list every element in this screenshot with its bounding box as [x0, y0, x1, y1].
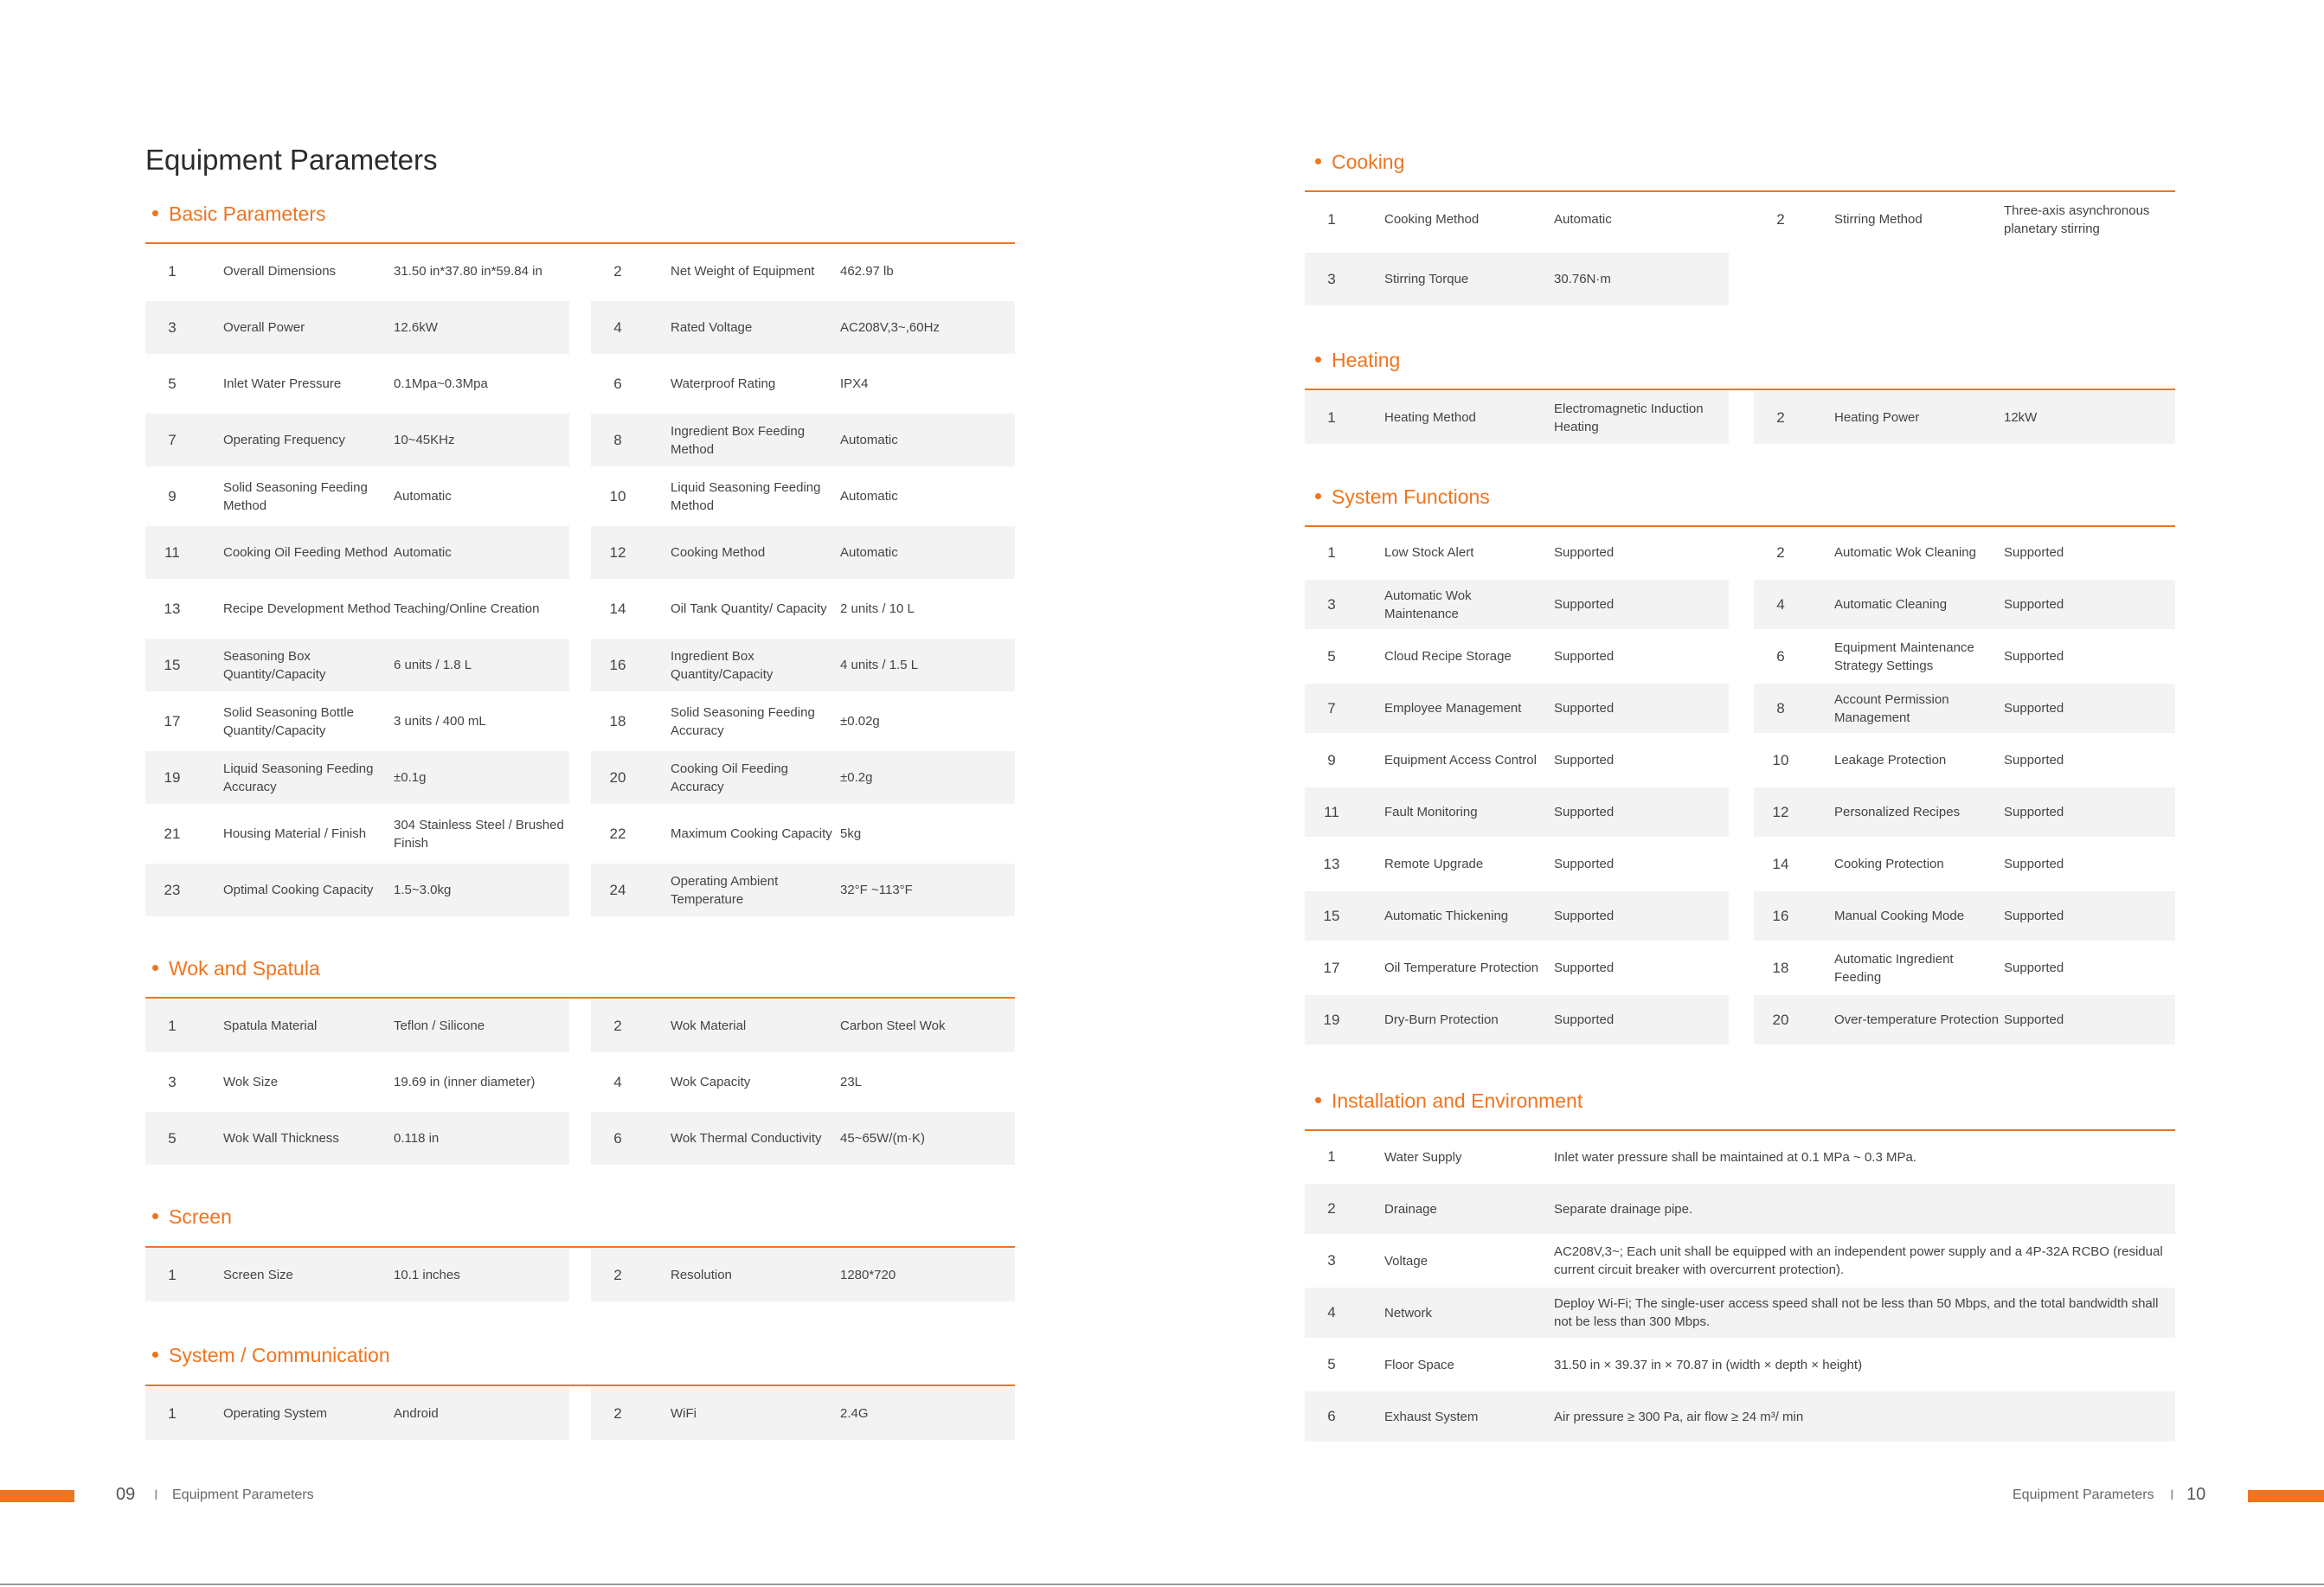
- item-number: 1: [1327, 210, 1336, 228]
- item-number: 4: [613, 1073, 622, 1090]
- bullet-icon: [152, 210, 158, 216]
- item-value: Automatic: [394, 545, 452, 560]
- item-label: Housing Material / Finish: [223, 826, 367, 841]
- section-title-system: System / Communication: [152, 1344, 390, 1367]
- item-number: 2: [613, 1017, 622, 1034]
- table-row: [1305, 736, 2175, 785]
- item-number: 14: [609, 600, 626, 617]
- item-number: 6: [613, 375, 622, 392]
- item-number: 10: [609, 487, 626, 504]
- item-value: Deploy Wi-Fi; The single-user access speed shall not be less than 50 Mbps, and the total bandwidth shall not be less than 300 Mbps.: [1554, 1296, 2159, 1329]
- item-number: 4: [1776, 595, 1785, 613]
- table-row: [1305, 580, 2175, 629]
- item-number: 2: [613, 1404, 622, 1422]
- item-number: 1: [168, 1017, 177, 1034]
- item-value: 10~45KHz: [394, 433, 455, 447]
- table-row: [1305, 528, 2175, 577]
- section-divider: [1305, 389, 2175, 390]
- item-label: Cooking Oil Feeding Method: [223, 545, 388, 560]
- item-label: Cooking Protection: [1834, 857, 1944, 871]
- system-functions-table: [1305, 528, 2175, 1051]
- table-row: [145, 245, 1015, 298]
- table-row: [1305, 787, 2175, 837]
- table-row: [1305, 1132, 2175, 1182]
- section-divider: [1305, 525, 2175, 527]
- item-value: Supported: [2004, 1012, 2064, 1027]
- item-label: Wok Size: [223, 1075, 279, 1089]
- table-row: [145, 864, 1015, 916]
- item-label: Personalized Recipes: [1834, 805, 1961, 819]
- item-value: 10.1 inches: [394, 1268, 460, 1282]
- item-label: Resolution: [671, 1268, 732, 1282]
- item-label: Floor Space: [1384, 1357, 1454, 1372]
- item-value: Supported: [2004, 961, 2064, 975]
- table-row: [145, 807, 1015, 860]
- item-label: Liquid Seasoning Feeding Accuracy: [223, 761, 374, 794]
- item-value: Supported: [1554, 753, 1615, 768]
- table-row: [145, 526, 1015, 579]
- item-value: 23L: [840, 1075, 863, 1089]
- bullet-icon: [1315, 493, 1321, 499]
- item-label: Waterproof Rating: [671, 376, 776, 391]
- item-label: Operating Frequency: [223, 433, 345, 447]
- footer-separator: I: [2170, 1487, 2174, 1503]
- item-label: Water Supply: [1384, 1149, 1462, 1165]
- installation-environment-table: [1305, 1132, 2175, 1442]
- item-number: 24: [609, 881, 626, 898]
- item-number: 18: [1772, 959, 1789, 976]
- table-row: [145, 639, 1015, 691]
- item-number: 7: [168, 431, 177, 448]
- item-number: 13: [1323, 855, 1340, 872]
- item-label: Network: [1384, 1305, 1433, 1320]
- item-number: 3: [1327, 1252, 1336, 1269]
- section-title-functions: System Functions: [1315, 485, 1490, 509]
- item-number: 16: [609, 656, 626, 673]
- item-value: 2 units / 10 L: [840, 601, 915, 616]
- item-number: 1: [168, 1266, 177, 1283]
- item-label: Solid Seasoning Bottle Quantity/Capacity: [223, 704, 354, 738]
- item-number: 10: [1772, 751, 1789, 768]
- item-number: 11: [1324, 803, 1339, 820]
- system-communication-table: [145, 1387, 1015, 1441]
- item-label: Heating Power: [1834, 410, 1920, 425]
- item-number: 6: [1776, 647, 1785, 665]
- item-value: ±0.02g: [840, 714, 880, 729]
- item-number: 19: [164, 768, 181, 786]
- item-number: 14: [1772, 855, 1789, 872]
- item-label: Cloud Recipe Storage: [1384, 649, 1512, 664]
- item-value: Separate drainage pipe.: [1554, 1201, 1693, 1217]
- table-row: [1305, 943, 2175, 993]
- item-number: 3: [1327, 595, 1336, 613]
- item-number: 19: [1323, 1011, 1340, 1028]
- item-number: 16: [1772, 907, 1789, 924]
- item-value: Supported: [1554, 545, 1615, 560]
- item-number: 17: [1323, 959, 1340, 976]
- footer-label: Equipment Parameters: [2013, 1487, 2154, 1502]
- item-value: 0.118 in: [394, 1131, 440, 1146]
- item-label: Leakage Protection: [1834, 753, 1947, 768]
- item-label: Ingredient Box Quantity/Capacity: [671, 648, 774, 682]
- item-label: Screen Size: [223, 1268, 293, 1282]
- section-title-heating: Heating: [1315, 349, 1400, 372]
- bullet-icon: [1315, 158, 1321, 164]
- item-number: 2: [1776, 408, 1785, 426]
- item-number: 20: [1772, 1011, 1789, 1028]
- item-number: 12: [609, 543, 626, 561]
- section-title-wok: Wok and Spatula: [152, 957, 320, 980]
- table-row: [145, 357, 1015, 410]
- section-divider: [145, 1385, 1015, 1386]
- item-number: 9: [168, 487, 177, 504]
- item-label: Exhaust System: [1384, 1409, 1479, 1424]
- item-number: 1: [168, 1404, 177, 1422]
- item-value: Supported: [1554, 1012, 1615, 1027]
- item-label: Employee Management: [1384, 701, 1522, 716]
- item-value: 1280*720: [840, 1268, 896, 1282]
- item-label: Liquid Seasoning Feeding Method: [671, 479, 821, 513]
- section-divider: [1305, 1129, 2175, 1131]
- page-number: 10: [2186, 1485, 2206, 1504]
- item-label: Remote Upgrade: [1384, 857, 1484, 871]
- item-label: Cooking Method: [1384, 212, 1480, 227]
- item-label: Cooking Oil Feeding Accuracy: [671, 761, 788, 794]
- table-row: [1305, 839, 2175, 889]
- item-value: Teflon / Silicone: [394, 1018, 485, 1033]
- item-label: Spatula Material: [223, 1018, 318, 1033]
- item-value: 6 units / 1.8 L: [394, 658, 472, 672]
- item-value: Supported: [1554, 961, 1615, 975]
- item-number: 8: [613, 431, 622, 448]
- table-row: [145, 751, 1015, 804]
- item-label: Wok Material: [671, 1018, 747, 1033]
- item-label: Operating Ambient Temperature: [671, 873, 779, 907]
- item-number: 4: [613, 318, 622, 336]
- item-value: Supported: [2004, 701, 2064, 716]
- item-value: 3 units / 400 mL: [394, 714, 486, 729]
- table-row: [1305, 1391, 2175, 1442]
- section-title-installation: Installation and Environment: [1315, 1089, 1583, 1113]
- item-label: Optimal Cooking Capacity: [223, 883, 374, 897]
- item-value: 0.1Mpa~0.3Mpa: [394, 376, 488, 391]
- item-value: 2.4G: [840, 1406, 869, 1421]
- right-page: [1162, 0, 2324, 1587]
- item-value: Inlet water pressure shall be maintained at 0.1 MPa ~ 0.3 MPa.: [1554, 1149, 1916, 1165]
- item-value: Supported: [2004, 597, 2064, 612]
- item-number: 2: [1776, 543, 1785, 561]
- item-value: Supported: [1554, 857, 1615, 871]
- item-value: Supported: [1554, 649, 1615, 664]
- item-label: Account Permission Management: [1834, 691, 1949, 725]
- item-number: 5: [1327, 647, 1336, 665]
- item-value: Three-axis asynchronous planetary stirring: [2004, 202, 2150, 236]
- item-label: Oil Temperature Protection: [1384, 961, 1539, 975]
- item-value: 19.69 in (inner diameter): [394, 1075, 536, 1089]
- item-value: Supported: [2004, 649, 2064, 664]
- item-number: 1: [1327, 543, 1336, 561]
- bullet-icon: [1315, 1097, 1321, 1103]
- item-label: Voltage: [1384, 1253, 1428, 1269]
- item-number: 9: [1327, 751, 1336, 768]
- item-label: Wok Wall Thickness: [223, 1131, 339, 1146]
- item-value: 31.50 in × 39.37 in × 70.87 in (width × depth × height): [1554, 1357, 1863, 1372]
- item-number: 20: [609, 768, 626, 786]
- table-row: [1305, 632, 2175, 681]
- item-label: Net Weight of Equipment: [671, 264, 815, 279]
- item-number: 8: [1776, 699, 1785, 716]
- item-value: 45~65W/(m·K): [840, 1131, 925, 1146]
- item-number: 13: [164, 600, 181, 617]
- table-row: [1305, 684, 2175, 733]
- item-label: Equipment Maintenance Strategy Settings: [1834, 639, 1974, 673]
- table-row: [145, 1056, 1015, 1108]
- item-label: Over-temperature Protection: [1834, 1012, 2000, 1027]
- table-row: [145, 999, 1015, 1052]
- item-value: Supported: [1554, 909, 1615, 923]
- item-label: Recipe Development Method: [223, 601, 391, 616]
- item-number: 5: [168, 375, 177, 392]
- item-label: Automatic Ingredient Feeding: [1834, 951, 1954, 985]
- item-number: 3: [168, 1073, 177, 1090]
- table-row: [1305, 1340, 2175, 1390]
- bottom-rule: [0, 1584, 2324, 1585]
- item-value: Automatic: [394, 489, 452, 504]
- item-value: AC208V,3~,60Hz: [840, 320, 940, 335]
- table-row: [145, 1112, 1015, 1165]
- item-label: WiFi: [671, 1406, 697, 1421]
- item-number: 21: [164, 825, 181, 842]
- table-row: [145, 695, 1015, 748]
- item-number: 3: [168, 318, 177, 336]
- item-label: Low Stock Alert: [1384, 545, 1474, 560]
- footer-separator: I: [154, 1487, 158, 1503]
- item-value: 5kg: [840, 826, 862, 841]
- item-label: Dry-Burn Protection: [1384, 1012, 1499, 1027]
- item-label: Rated Voltage: [671, 320, 753, 335]
- table-row: [1305, 1236, 2175, 1286]
- item-value: 4 units / 1.5 L: [840, 658, 919, 672]
- item-label: Solid Seasoning Feeding Accuracy: [671, 704, 815, 738]
- section-title-cooking: Cooking: [1315, 151, 1404, 174]
- item-label: Maximum Cooking Capacity: [671, 826, 832, 841]
- item-number: 7: [1327, 699, 1336, 716]
- item-number: 11: [164, 543, 180, 561]
- item-number: 4: [1327, 1304, 1336, 1320]
- item-number: 5: [168, 1129, 177, 1147]
- item-value: Automatic: [1554, 212, 1612, 227]
- item-value: Air pressure ≥ 300 Pa, air flow ≥ 24 m³/ min: [1554, 1409, 1804, 1424]
- bullet-icon: [152, 1352, 158, 1358]
- table-row: [1305, 253, 2175, 305]
- item-value: ±0.2g: [840, 770, 873, 785]
- item-number: 15: [1323, 907, 1340, 924]
- table-row: [1305, 193, 2175, 246]
- page-number: 09: [116, 1485, 136, 1504]
- item-value: Supported: [2004, 805, 2064, 819]
- item-number: 2: [613, 262, 622, 279]
- footer-accent-bar: [0, 1490, 74, 1502]
- item-value: Electromagnetic Induction Heating: [1554, 401, 1704, 434]
- table-row: [1305, 391, 2175, 444]
- item-value: Supported: [2004, 545, 2064, 560]
- item-number: 6: [1327, 1408, 1336, 1424]
- item-label: Ingredient Box Feeding Method: [671, 423, 806, 457]
- section-divider: [1305, 190, 2175, 192]
- item-label: Solid Seasoning Feeding Method: [223, 479, 368, 513]
- basic-parameters-table: [145, 245, 1015, 916]
- item-number: 1: [168, 262, 177, 279]
- wok-spatula-table: [145, 999, 1015, 1166]
- bullet-icon: [152, 1213, 158, 1219]
- item-value: 32°F ~113°F: [840, 883, 913, 897]
- item-number: 1: [1327, 408, 1336, 426]
- item-value: Supported: [2004, 857, 2064, 871]
- cooking-table: [1305, 193, 2175, 308]
- item-value: Supported: [1554, 597, 1615, 612]
- item-value: 31.50 in*37.80 in*59.84 in: [394, 264, 542, 279]
- table-row: [145, 1249, 1015, 1301]
- item-number: 23: [164, 881, 181, 898]
- item-value: Automatic: [840, 545, 898, 560]
- item-label: Automatic Wok Maintenance: [1384, 588, 1472, 621]
- item-label: Manual Cooking Mode: [1834, 909, 1965, 923]
- item-number: 12: [1772, 803, 1789, 820]
- table-row: [145, 301, 1015, 354]
- item-label: Automatic Cleaning: [1834, 597, 1948, 612]
- item-number: 18: [609, 712, 626, 729]
- item-value: Carbon Steel Wok: [840, 1018, 946, 1033]
- item-value: 12kW: [2004, 410, 2038, 425]
- item-value: 304 Stainless Steel / Brushed Finish: [394, 817, 564, 851]
- item-label: Stirring Method: [1834, 212, 1923, 227]
- section-title-screen: Screen: [152, 1205, 232, 1229]
- table-row: [1305, 891, 2175, 941]
- table-row: [145, 1387, 1015, 1440]
- item-label: Seasoning Box Quantity/Capacity: [223, 648, 326, 682]
- item-number: 3: [1327, 270, 1336, 287]
- section-divider: [145, 997, 1015, 999]
- footer-accent-bar: [2248, 1490, 2324, 1502]
- page-title: Equipment Parameters: [145, 144, 438, 176]
- item-value: Supported: [1554, 701, 1615, 716]
- item-value: Automatic: [840, 433, 898, 447]
- item-label: Inlet Water Pressure: [223, 376, 342, 391]
- item-value: ±0.1g: [394, 770, 427, 785]
- item-label: Cooking Method: [671, 545, 766, 560]
- heating-table: [1305, 391, 2175, 445]
- item-label: Fault Monitoring: [1384, 805, 1478, 819]
- table-row: [145, 470, 1015, 523]
- item-number: 1: [1327, 1148, 1336, 1165]
- table-row: [1305, 1184, 2175, 1234]
- item-label: Automatic Wok Cleaning: [1834, 545, 1976, 560]
- item-value: AC208V,3~; Each unit shall be equipped with an independent power supply and a 4P-32A RCBO (residual current circuit breaker with overcurrent protection).: [1554, 1244, 2163, 1277]
- table-row: [145, 582, 1015, 635]
- item-label: Automatic Thickening: [1384, 909, 1509, 923]
- item-label: Overall Dimensions: [223, 264, 337, 279]
- screen-table: [145, 1249, 1015, 1302]
- item-label: Stirring Torque: [1384, 272, 1469, 286]
- item-label: Equipment Access Control: [1384, 753, 1537, 768]
- item-number: 15: [164, 656, 181, 673]
- item-value: Supported: [2004, 909, 2064, 923]
- item-number: 22: [609, 825, 626, 842]
- item-value: Supported: [1554, 805, 1615, 819]
- bullet-icon: [152, 965, 158, 971]
- item-value: Teaching/Online Creation: [394, 601, 540, 616]
- item-value: IPX4: [840, 376, 869, 391]
- item-value: Android: [394, 1406, 439, 1421]
- table-row: [1305, 995, 2175, 1044]
- item-value: 12.6kW: [394, 320, 438, 335]
- item-label: Heating Method: [1384, 410, 1476, 425]
- item-label: Wok Capacity: [671, 1075, 751, 1089]
- table-row: [1305, 1288, 2175, 1338]
- item-label: Wok Thermal Conductivity: [671, 1131, 822, 1146]
- section-divider: [145, 242, 1015, 244]
- bullet-icon: [1315, 357, 1321, 363]
- table-row: [145, 414, 1015, 466]
- item-number: 2: [613, 1266, 622, 1283]
- footer-label: Equipment Parameters: [172, 1487, 314, 1502]
- item-label: Drainage: [1384, 1201, 1437, 1217]
- item-number: 17: [164, 712, 181, 729]
- item-value: Automatic: [840, 489, 898, 504]
- item-label: Operating System: [223, 1406, 328, 1421]
- item-label: Oil Tank Quantity/ Capacity: [671, 601, 827, 616]
- item-value: 1.5~3.0kg: [394, 883, 452, 897]
- item-value: Supported: [2004, 753, 2064, 768]
- item-value: 462.97 lb: [840, 264, 894, 279]
- section-divider: [145, 1246, 1015, 1248]
- section-title-basic: Basic Parameters: [152, 202, 326, 226]
- item-number: 6: [613, 1129, 622, 1147]
- item-number: 2: [1327, 1200, 1336, 1217]
- item-label: Overall Power: [223, 320, 305, 335]
- item-number: 2: [1776, 210, 1785, 228]
- item-number: 5: [1327, 1356, 1336, 1372]
- item-value: 30.76N·m: [1554, 272, 1611, 286]
